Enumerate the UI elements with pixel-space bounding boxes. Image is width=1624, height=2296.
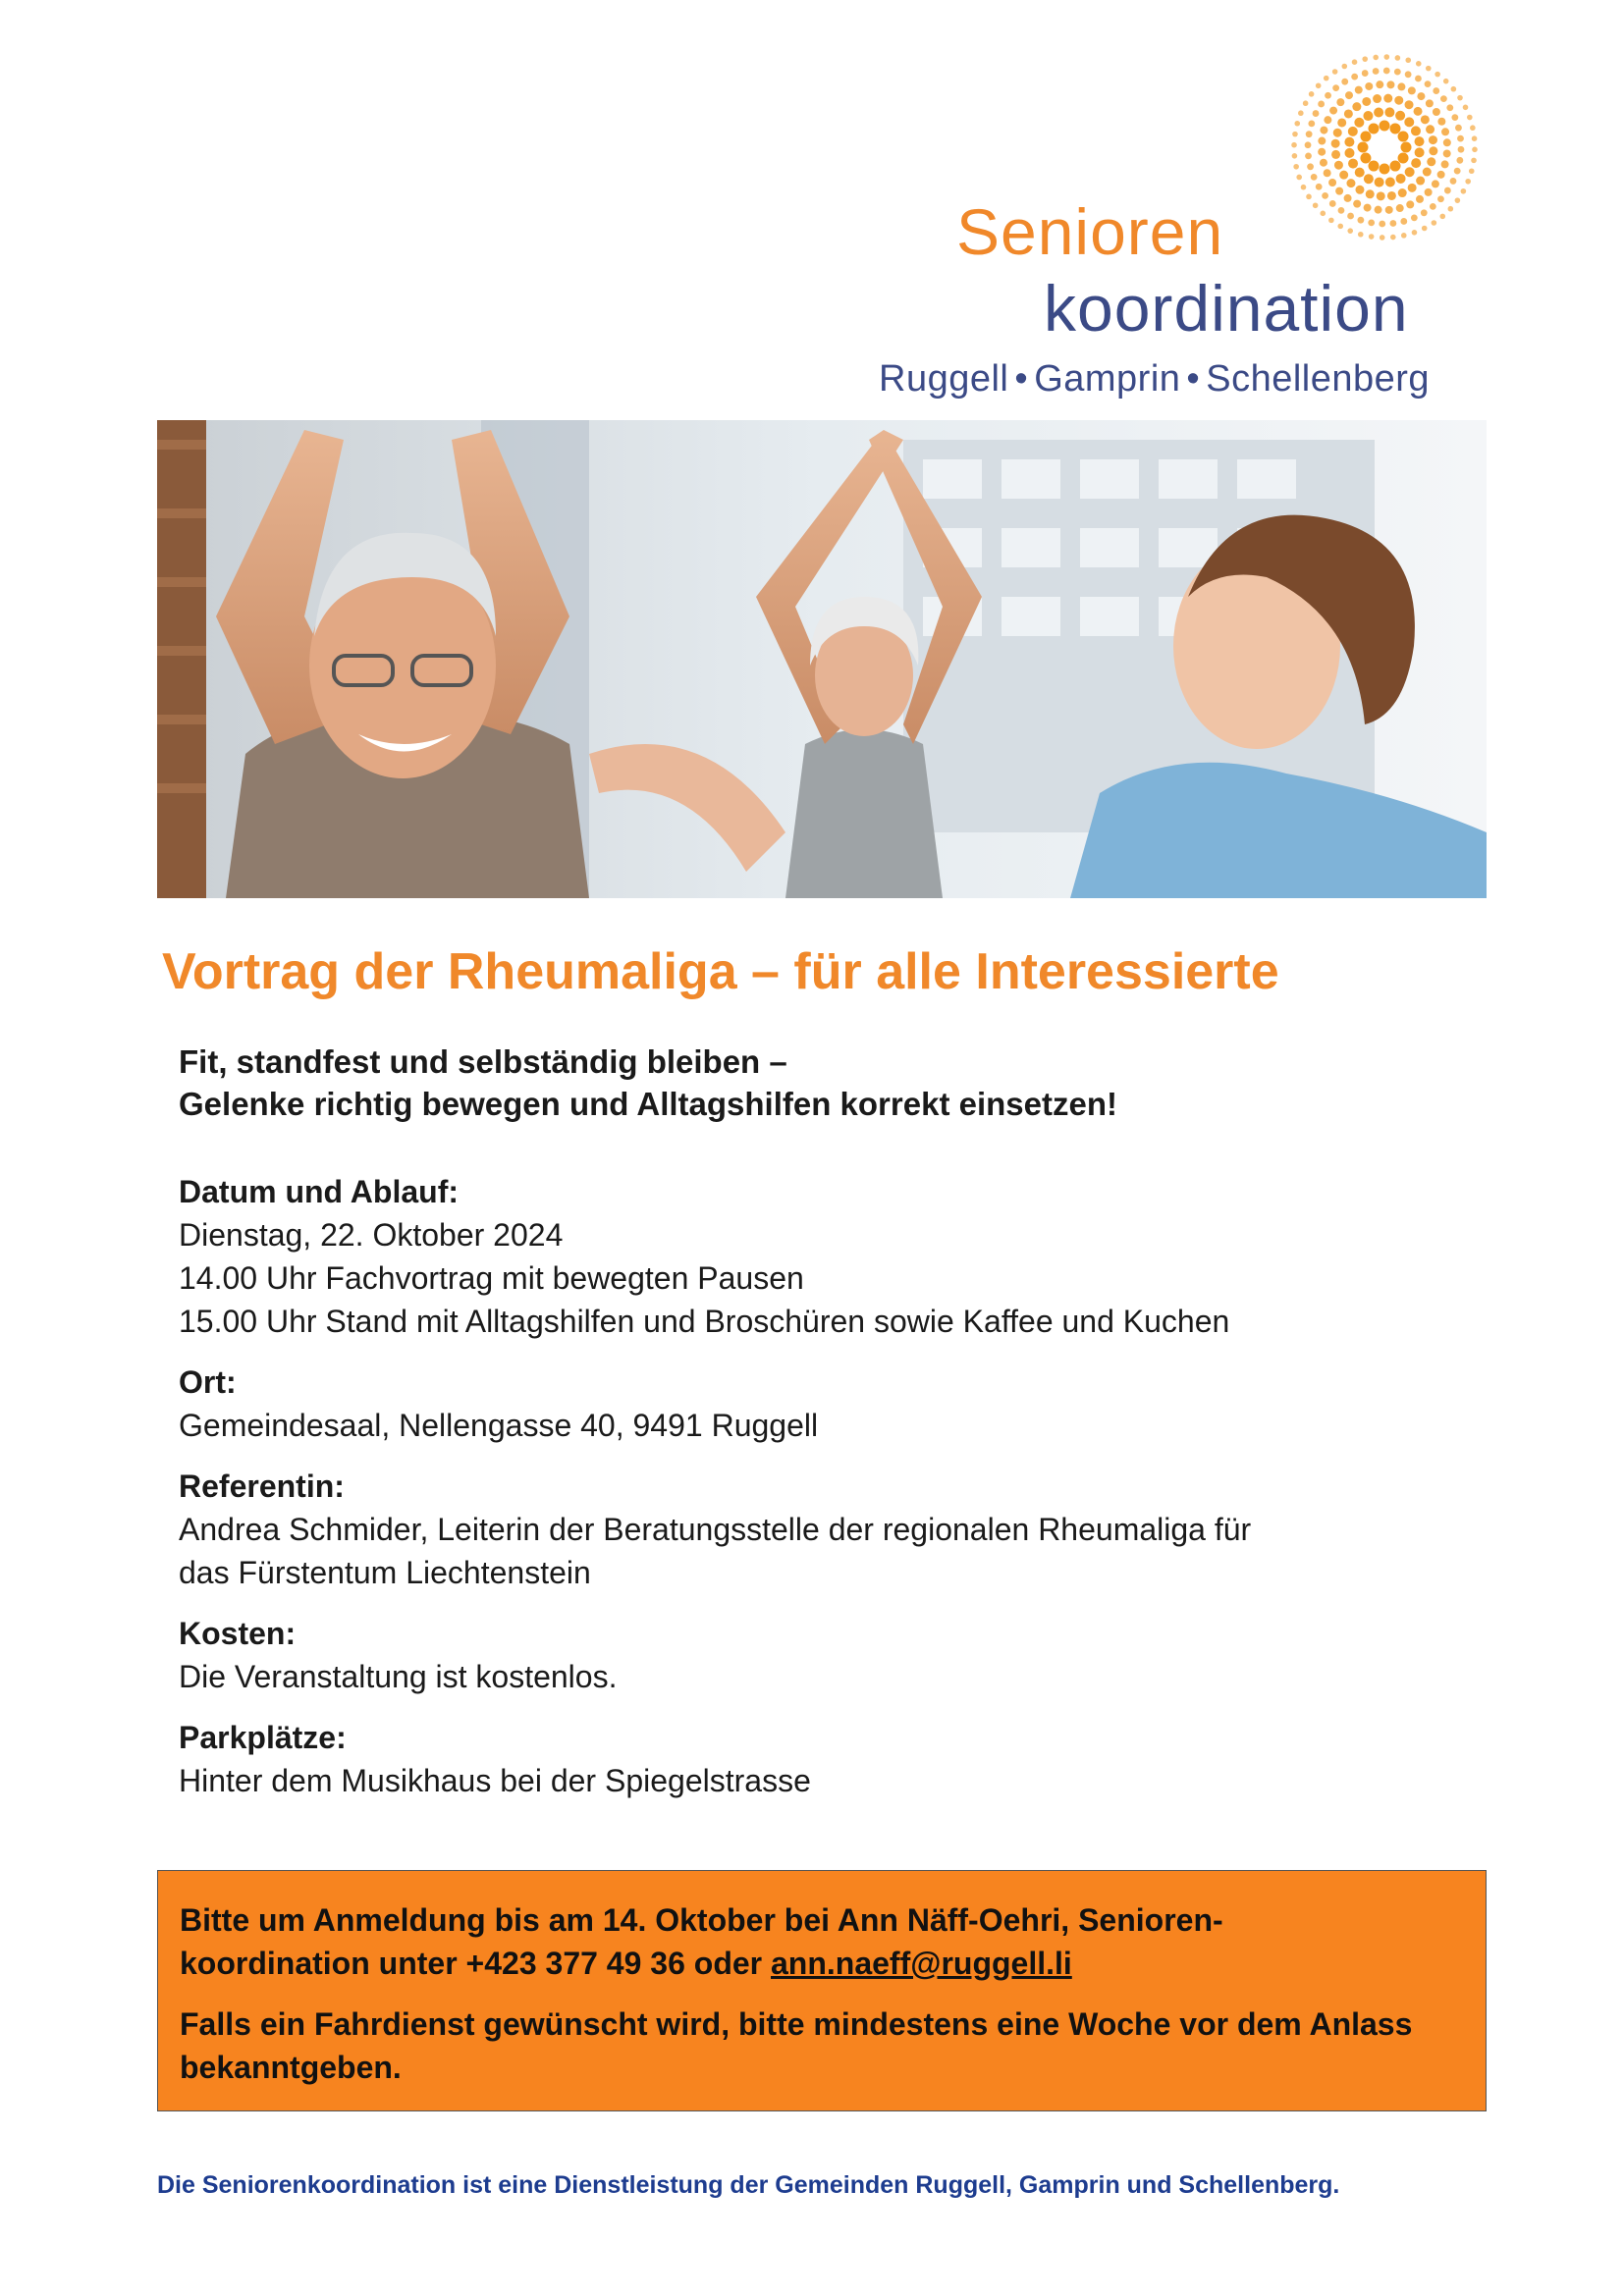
section-label: Referentin: — [179, 1468, 345, 1504]
logo-text-senioren: Senioren — [956, 195, 1224, 268]
event-details — [179, 1041, 1485, 1802]
datum-line: 15.00 Uhr Stand mit Alltagshilfen und Broschüren sowie Kaffee und Kuchen — [179, 1304, 1230, 1339]
section-kosten — [179, 1612, 1485, 1698]
logo-town-gamprin: Gamprin — [1034, 358, 1181, 400]
footer-text: Die Seniorenkoordination ist eine Dienstleistung der Gemeinden Ruggell, Gamprin und Schellenberg. — [157, 2171, 1340, 2199]
datum-line: Dienstag, 22. Oktober 2024 — [179, 1217, 564, 1253]
hero-photo — [157, 420, 1487, 898]
hero-illustration — [157, 420, 1487, 898]
headline: Vortrag der Rheumaliga – für alle Interessierte — [162, 943, 1279, 1000]
notice-line1: Bitte um Anmeldung bis am 14. Oktober bei Ann Näff-Oehri, Senioren- — [180, 1902, 1223, 1938]
section-label: Ort: — [179, 1364, 237, 1400]
section-label: Kosten: — [179, 1616, 297, 1651]
notice-paragraph-1 — [180, 1898, 1464, 1985]
parkplaetze-line: Hinter dem Musikhaus bei der Spiegelstrasse — [179, 1763, 811, 1798]
section-datum — [179, 1170, 1485, 1343]
logo-town-schellenberg: Schellenberg — [1206, 358, 1431, 400]
section-referentin — [179, 1465, 1485, 1594]
subheadline-line2: Gelenke richtig bewegen und Alltagshilfen korrekt einsetzen! — [179, 1086, 1117, 1122]
section-parkplaetze — [179, 1716, 1485, 1802]
section-label: Datum und Ablauf: — [179, 1174, 459, 1209]
section-label: Parkplätze: — [179, 1720, 347, 1755]
notice-line2: koordination unter +423 377 49 36 oder — [180, 1946, 771, 1981]
section-ort — [179, 1361, 1485, 1447]
logo-towns: Ruggell • Gamprin • Schellenberg — [879, 358, 1431, 400]
registration-notice — [157, 1870, 1487, 2111]
ort-line: Gemeindesaal, Nellengasse 40, 9491 Ruggell — [179, 1408, 819, 1443]
subheadline-line1: Fit, standfest und selbständig bleiben – — [179, 1043, 787, 1080]
logo-text-koordination: koordination — [1044, 272, 1409, 345]
notice-paragraph-2: Falls ein Fahrdienst gewünscht wird, bitte mindestens eine Woche vor dem Anlass bekanntgeben. — [180, 2006, 1413, 2085]
email-link[interactable]: ann.naeff@ruggell.li — [771, 1946, 1072, 1981]
kosten-line: Die Veranstaltung ist kostenlos. — [179, 1659, 618, 1694]
logo-town-ruggell: Ruggell — [879, 358, 1009, 400]
referentin-line: das Fürstentum Liechtenstein — [179, 1555, 591, 1590]
referentin-line: Andrea Schmider, Leiterin der Beratungsstelle der regionalen Rheumaliga für — [179, 1512, 1252, 1547]
datum-line: 14.00 Uhr Fachvortrag mit bewegten Pausen — [179, 1260, 804, 1296]
sun-logo-icon — [1286, 49, 1483, 245]
logo — [864, 49, 1492, 412]
